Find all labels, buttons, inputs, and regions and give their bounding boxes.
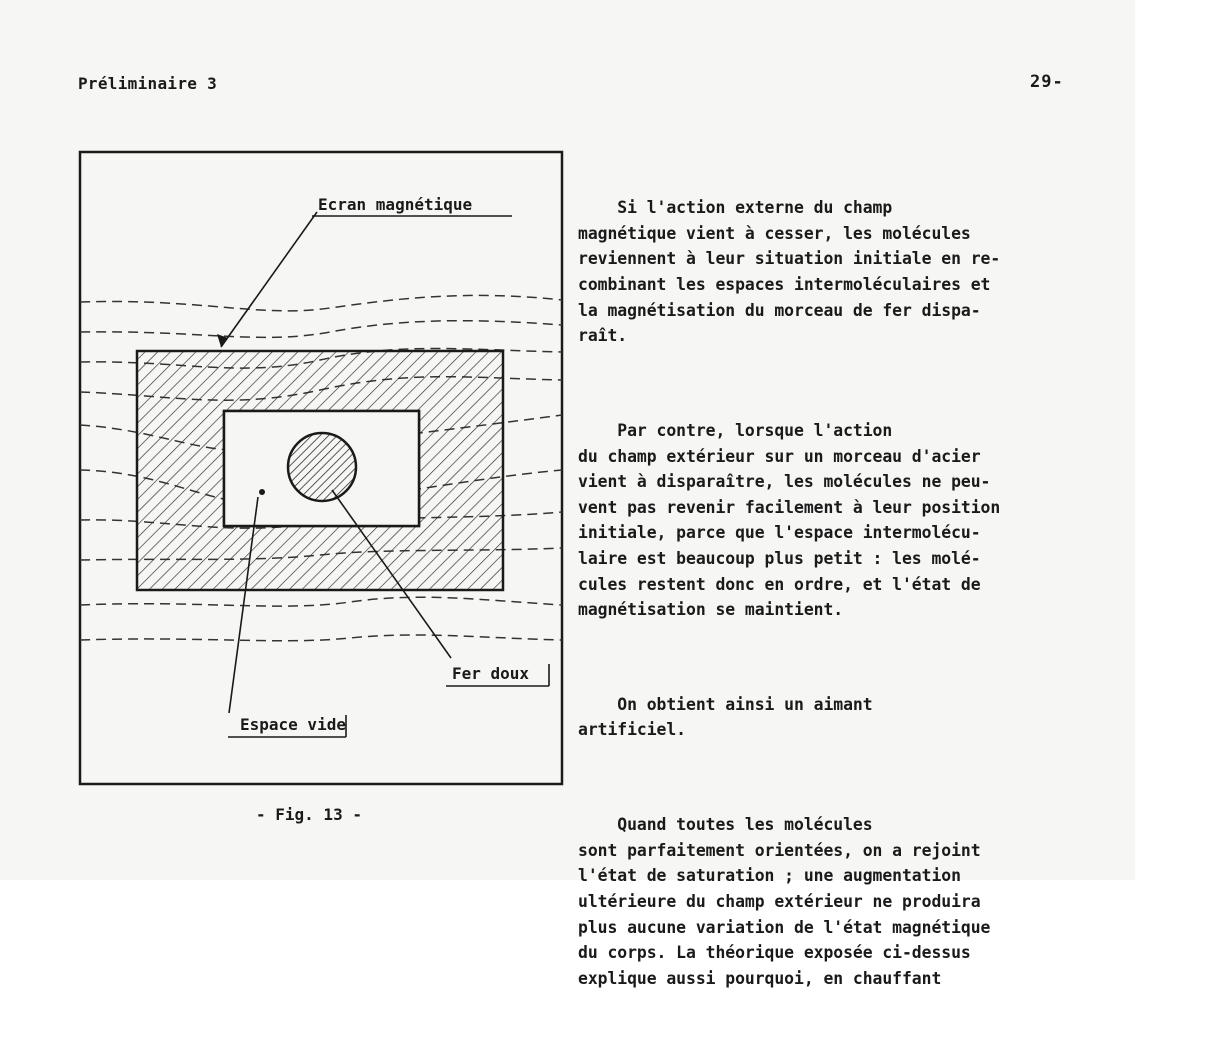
label-soft-iron: Fer doux <box>452 664 530 683</box>
figure-caption: - Fig. 13 - <box>256 805 362 824</box>
label-magnetic-screen: Ecran magnétique <box>318 195 473 214</box>
void-marker-dot <box>259 489 265 495</box>
label-empty-space: Espace vide <box>240 715 346 734</box>
paragraph: Si l'action externe du champ magnétique vient à cesser, les molécules reviennent à leur situation initiale en re- combinant les espaces intermoléculaires et la magnétisation du morceau de fer dispa- raît. <box>578 198 1001 346</box>
paragraph: On obtient ainsi un aimant artificiel. <box>578 694 873 740</box>
body-text <box>578 144 1118 1061</box>
page-number: 29- <box>1030 72 1064 92</box>
soft-iron-core <box>288 433 356 501</box>
paragraph: Par contre, lorsque l'action du champ extérieur sur un morceau d'acier vient à disparaître, les molécules ne peu- vent pas revenir facilement à leur position initiale, parce que l'espace intermolécu- laire est beaucoup plus petit : les molé- cules restent donc en ordre, et l'état de magnétisation se maintient. <box>578 420 1001 620</box>
section-header: Préliminaire 3 <box>78 74 218 93</box>
paragraph: Quand toutes les molécules sont parfaitement orientées, on a rejoint l'état de saturation ; une augmentation ultérieure du champ extérieur ne produira plus aucune variation de l'état magnétique du corps. La théorique exposée ci-dessus explique aussi pourquoi, en chauffant <box>578 815 991 988</box>
